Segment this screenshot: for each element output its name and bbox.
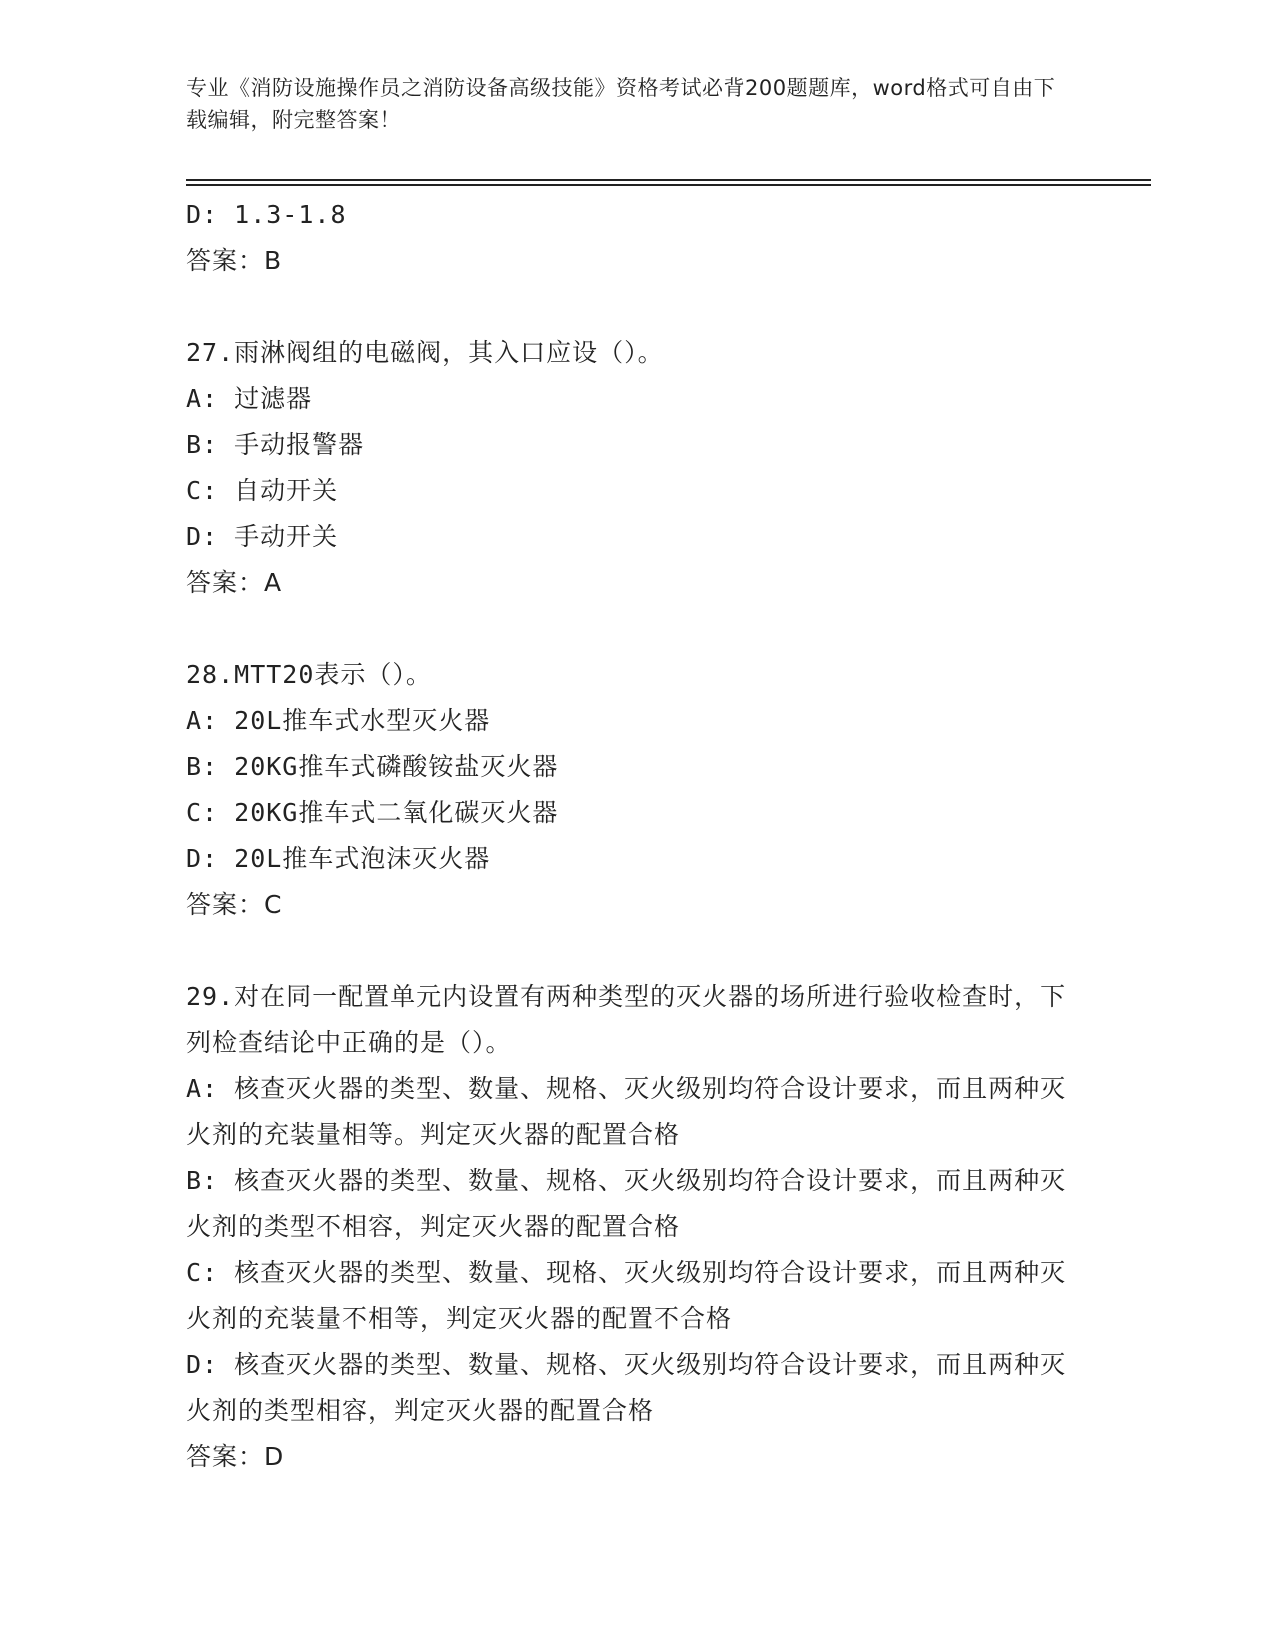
document-header: 专业《消防设施操作员之消防设备高级技能》资格考试必背200题题库，word格式可自由下载编辑，附完整答案！ [186, 76, 1056, 132]
question-stem: 29.对在同一配置单元内设置有两种类型的灭火器的场所进行验收检查时，下列检查结论中正确的是（）。 [186, 982, 1067, 1057]
option-d: D: 核查灭火器的类型、数量、规格、灭火级别均符合设计要求，而且两种灭火剂的类型相容，判定灭火器的配置合格 [186, 1350, 1067, 1425]
answer: 答案：A [186, 568, 283, 597]
answer: 答案：C [186, 890, 283, 919]
spacer [186, 284, 1086, 330]
question-29 [186, 974, 1086, 1480]
option-c: C: 核查灭火器的类型、数量、现格、灭火级别均符合设计要求，而且两种灭火剂的充装量不相等，判定灭火器的配置不合格 [186, 1258, 1067, 1333]
option-d: D: 20L推车式泡沫灭火器 [186, 844, 491, 873]
spacer [186, 928, 1086, 974]
header-rule-bottom [186, 184, 1151, 186]
spacer [186, 606, 1086, 652]
option-b: B: 核查灭火器的类型、数量、规格、灭火级别均符合设计要求，而且两种灭火剂的类型不相容，判定灭火器的配置合格 [186, 1166, 1067, 1241]
option-b: B: 手动报警器 [186, 430, 365, 459]
option-d: D: 手动开关 [186, 522, 339, 551]
header-rule-top [186, 179, 1151, 181]
option-c: C: 自动开关 [186, 476, 339, 505]
option-c: C: 20KG推车式二氧化碳灭火器 [186, 798, 559, 827]
answer-prev: 答案：B [186, 246, 283, 275]
option-a: A: 过滤器 [186, 384, 313, 413]
option-d-prev: D: 1.3-1.8 [186, 200, 347, 229]
option-a: A: 20L推车式水型灭火器 [186, 706, 491, 735]
document-body [186, 192, 1086, 1480]
option-a: A: 核查灭火器的类型、数量、规格、灭火级别均符合设计要求，而且两种灭火剂的充装量相等。判定灭火器的配置合格 [186, 1074, 1067, 1149]
question-28 [186, 652, 1086, 928]
answer: 答案：D [186, 1442, 285, 1471]
question-stem: 28.MTT20表示（）。 [186, 660, 432, 689]
option-b: B: 20KG推车式磷酸铵盐灭火器 [186, 752, 559, 781]
question-stem: 27.雨淋阀组的电磁阀，其入口应设（）。 [186, 338, 664, 367]
question-27 [186, 330, 1086, 606]
